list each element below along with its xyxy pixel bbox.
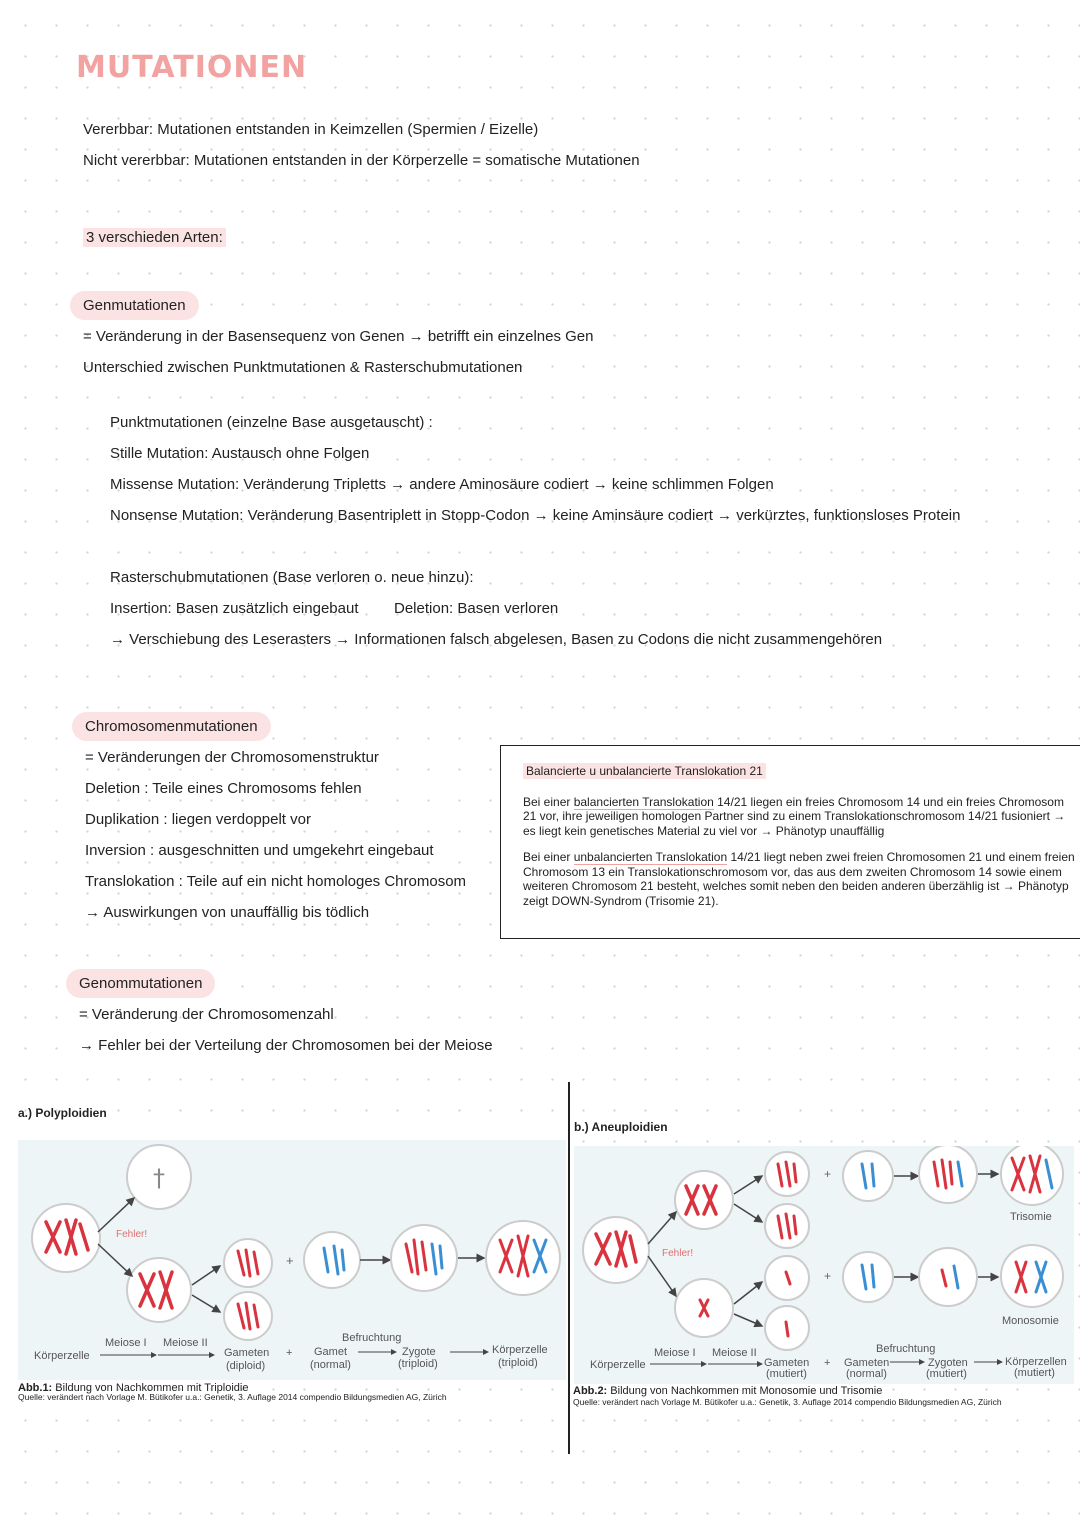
types-heading: [83, 229, 226, 247]
gene-difference: Unterschied zwischen Punktmutationen & Rasterschubmutationen: [83, 359, 523, 376]
plus-b1: +: [824, 1167, 832, 1181]
genome-heading: Genommutationen: [66, 969, 215, 998]
label-koerperzelle2-a: Körperzelle: [492, 1344, 548, 1356]
chromosome-heading: Chromosomenmutationen: [72, 712, 271, 741]
intro-inheritable: Vererbbar: Mutationen entstanden in Keimzellen (Spermien / Eizelle): [83, 121, 539, 138]
label-gameten2-b: Gameten: [844, 1357, 890, 1369]
label-trisomie: Trisomie: [1010, 1211, 1052, 1223]
figure-b-title: b.) Aneuploidien: [574, 1120, 668, 1134]
body-cell-b: [583, 1217, 649, 1283]
figure-a-panel: [18, 1140, 566, 1380]
meiosis-cell-a: [127, 1258, 191, 1322]
balanced-paragraph: [523, 795, 1077, 839]
chromosome-effects: → Auswirkungen von unauffällig bis tödlich: [85, 904, 370, 921]
figure-divider: [568, 1082, 570, 1454]
figure-a-source: Quelle: verändert nach Vorlage M. Bütikofer u.a.: Genetik, 3. Auflage 2014 compendio Bildungsmedien AG, Zürich: [18, 1392, 447, 1402]
label-meiose1-a: Meiose I: [105, 1337, 147, 1349]
trisomy-cell: [1001, 1146, 1063, 1205]
figure-a-diagram: [18, 1140, 566, 1380]
label-meiose2-b: Meiose II: [712, 1347, 757, 1359]
figure-b-caption-text: Bildung von Nachkommen mit Monosomie und Trisomie: [607, 1385, 883, 1397]
frameshift-heading: Rasterschubmutationen (Base verloren o. neue hinzu):: [110, 569, 474, 586]
plus-b2: +: [824, 1269, 832, 1283]
balanced-post: 14/21 liegen ein freies Chromosom 14 und ein freies Chromosom 21 vor, ihre jeweiligen homologen Partner sind zu einem Translokationschromosom 14/21 fusioniert → es liegt kein genetisches Material zu viel vor → Phänotyp unauffällig: [523, 794, 1066, 838]
point-heading: Punktmutationen (einzelne Base ausgetauscht) :: [110, 414, 433, 431]
page-title: MUTATIONEN: [76, 50, 308, 85]
figure-a-title: a.) Polyploidien: [18, 1106, 107, 1120]
label-meiose2-a: Meiose II: [163, 1337, 208, 1349]
label-gameten-b: Gameten: [764, 1357, 810, 1369]
translocation-box-heading: [523, 764, 1077, 779]
fehler-label-b: Fehler!: [662, 1248, 694, 1259]
label-zygoten-b: Zygoten: [928, 1357, 968, 1369]
missense-mutation: Missense Mutation: Veränderung Tripletts → andere Aminosäure codiert → keine schlimmen Folgen: [110, 476, 774, 493]
label-zygoten-sub-b: (mutiert): [926, 1368, 967, 1380]
label-gamet-a: Gamet: [314, 1346, 348, 1358]
label-zygote-a: Zygote: [402, 1346, 436, 1358]
gene-heading: Genmutationen: [70, 291, 199, 320]
chromosome-inversion: Inversion : ausgeschnitten und umgekehrt eingebaut: [85, 842, 434, 859]
label-gameten-sub-b: (mutiert): [766, 1368, 807, 1380]
translocation-box-heading-text: Balancierte u unbalancierte Translokation 21: [523, 763, 766, 779]
label-befruchtung-b: Befruchtung: [876, 1343, 936, 1355]
label-koerperzellen-sub-b: (mutiert): [1014, 1367, 1055, 1379]
label-meiose1-b: Meiose I: [654, 1347, 696, 1359]
genome-cause: → Fehler bei der Verteilung der Chromosomen bei der Meiose: [79, 1037, 493, 1054]
intro-not-inheritable: Nicht vererbbar: Mutationen entstanden in der Körperzelle = somatische Mutationen: [83, 152, 640, 169]
plus-a: +: [286, 1253, 294, 1268]
label-koerperzelle2-sub-a: (triploid): [498, 1357, 538, 1369]
chromosome-deletion: Deletion : Teile eines Chromosoms fehlen: [85, 780, 362, 797]
chromosome-definition: = Veränderungen der Chromosomenstruktur: [85, 749, 379, 766]
normal-gamete-a: [304, 1232, 360, 1288]
deletion: Deletion: Basen verloren: [394, 600, 559, 617]
translocation-box: [500, 745, 1080, 939]
nonsense-mutation: Nonsense Mutation: Veränderung Basentriplett in Stopp-Codon → keine Aminsäure codiert → verkürztes, funktionsloses Protein: [110, 507, 961, 524]
figure-b-diagram: [574, 1146, 1074, 1384]
frameshift-effect: → Verschiebung des Leserasters → Informationen falsch abgelesen, Basen zu Codons die nicht zusammengehören: [110, 631, 883, 648]
chromosome-translocation: Translokation : Teile auf ein nicht homologes Chromosom: [85, 873, 467, 890]
silent-mutation: Stille Mutation: Austausch ohne Folgen: [110, 445, 370, 462]
label-koerperzellen-b: Körperzellen: [1005, 1356, 1067, 1368]
label-plus-bottom-a: +: [286, 1347, 293, 1359]
fehler-label-a: Fehler!: [116, 1229, 148, 1240]
types-heading-text: 3 verschieden Arten:: [83, 228, 226, 247]
label-koerperzelle-b: Körperzelle: [590, 1359, 646, 1371]
insertion: Insertion: Basen zusätzlich eingebaut: [110, 600, 359, 617]
label-plus-bottom-b: +: [824, 1357, 831, 1369]
chromosomes-gametes-a: [238, 1250, 258, 1329]
label-befruchtung-a: Befruchtung: [342, 1332, 402, 1344]
figure-b-panel: [574, 1146, 1074, 1384]
balanced-pre: Bei einer: [523, 794, 574, 809]
zygote-b1: [919, 1146, 977, 1203]
figure-a-caption-text: Bildung von Nachkommen mit Triploidie: [52, 1382, 249, 1394]
gene-definition: = Veränderung in der Basensequenz von Genen → betrifft ein einzelnes Gen: [83, 328, 594, 345]
label-gameten-a: Gameten: [224, 1347, 270, 1359]
body-cell-a: [32, 1204, 100, 1272]
figure-b-caption: [573, 1385, 882, 1397]
label-gameten-sub-a: (diploid): [226, 1360, 266, 1372]
normal-gamete-b2: [843, 1252, 893, 1302]
label-gameten2-sub-b: (normal): [846, 1368, 887, 1380]
label-monosomie: Monosomie: [1002, 1315, 1059, 1327]
figure-b-caption-label: Abb.2:: [573, 1385, 608, 1397]
balanced-term: balancierten Translokation: [573, 794, 714, 809]
label-zygote-sub-a: (triploid): [398, 1358, 438, 1370]
unbalanced-paragraph: [523, 850, 1077, 908]
unbalanced-post: 14/21 liegt neben zwei freien Chromosomen 21 und einem freien Chromosom 13 ein Translokationschromosom vor, das aus dem zweiten Chromosom 14 sowie einem weiteren Chromosom 21 besteht, welches somit neben den beiden anderen überzählig ist → Phänotyp zeigt DOWN-Syndrom (Trisomie 21).: [523, 850, 1075, 908]
dead-cell-cross: †: [153, 1164, 165, 1192]
label-koerperzelle-a: Körperzelle: [34, 1350, 90, 1362]
unbalanced-term: unbalancierten Translokation: [573, 850, 728, 864]
label-gamet-sub-a: (normal): [310, 1359, 351, 1371]
genome-definition: = Veränderung der Chromosomenzahl: [79, 1006, 334, 1023]
figure-b-source: Quelle: verändert nach Vorlage M. Bütikofer u.a.: Genetik, 3. Auflage 2014 compendio Bildungsmedien AG, Zürich: [573, 1397, 1002, 1407]
chromosome-duplication: Duplikation : liegen verdoppelt vor: [85, 811, 311, 828]
unbalanced-pre: Bei einer: [523, 850, 574, 864]
zygote-b2: [919, 1248, 977, 1306]
monosomy-cell: [1001, 1245, 1063, 1307]
meiosis-cell-b1: [675, 1171, 733, 1229]
normal-gamete-b1: [843, 1151, 893, 1201]
figure-a-caption-label: Abb.1:: [18, 1382, 53, 1394]
